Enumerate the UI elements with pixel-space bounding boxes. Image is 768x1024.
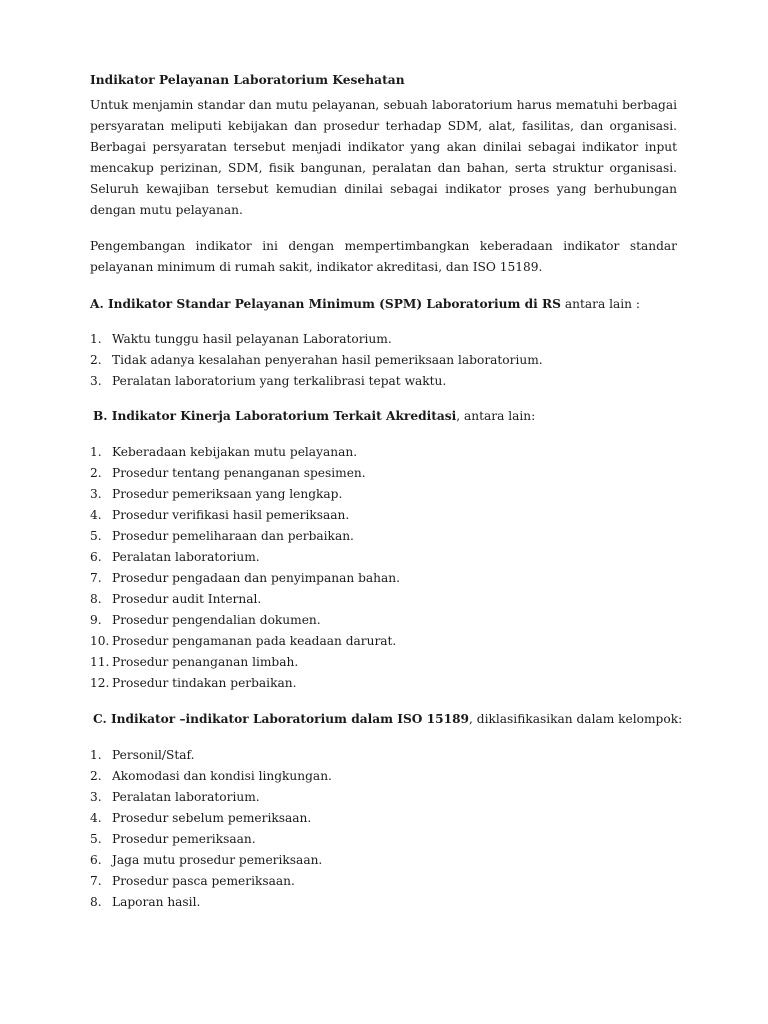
list-item-number: 6. bbox=[90, 853, 102, 867]
list-item-number: 1. bbox=[90, 445, 102, 459]
list-item-text: Prosedur verifikasi hasil pemeriksaan. bbox=[112, 508, 350, 522]
intro-paragraph: Untuk menjamin standar dan mutu pelayanan, sebuah laboratorium harus mematuhi berbagai persyaratan meliputi kebijakan dan prosedur terhadap SDM, alat, fasilitas, dan organisasi. Berbagai persyaratan tersebut menjadi indikator yang akan dinilai sebagai indikator input mencakup perizinan, SDM, fisik bangunan, peralatan dan bahan, serta struktur organisasi. Seluruh kewajiban tersebut kemudian dinilai sebagai indikator proses yang berhubungan dengan mutu pelayanan. bbox=[90, 98, 677, 217]
section-a-heading-rest: antara lain : bbox=[560, 297, 640, 311]
list-item-text: Personil/Staf. bbox=[112, 748, 195, 762]
list-item bbox=[90, 371, 543, 392]
list-item-text: Prosedur audit Internal. bbox=[112, 592, 262, 606]
list-item-number: 7. bbox=[90, 571, 102, 585]
section-a-heading bbox=[90, 296, 690, 312]
list-item bbox=[90, 892, 332, 913]
list-item-number: 8. bbox=[90, 895, 102, 909]
list-item bbox=[90, 526, 400, 547]
list-item-text: Peralatan laboratorium. bbox=[112, 790, 260, 804]
section-a-heading-bold: A. Indikator Standar Pelayanan Minimum (SPM) Laboratorium di RS bbox=[90, 297, 561, 311]
list-item-number: 3. bbox=[90, 487, 102, 501]
section-c-list bbox=[90, 745, 332, 913]
list-item-text: Peralatan laboratorium. bbox=[112, 550, 260, 564]
list-item-text: Prosedur sebelum pemeriksaan. bbox=[112, 811, 312, 825]
list-item-number: 2. bbox=[90, 769, 102, 783]
list-item-text: Prosedur tindakan perbaikan. bbox=[112, 676, 297, 690]
list-item-number: 1. bbox=[90, 332, 102, 346]
list-item-number: 8. bbox=[90, 592, 102, 606]
list-item-text: Waktu tunggu hasil pelayanan Laboratorium. bbox=[112, 332, 392, 346]
list-item-number: 3. bbox=[90, 374, 102, 388]
development-paragraph: Pengembangan indikator ini dengan mempertimbangkan keberadaan indikator standar pelayanan minimum di rumah sakit, indikator akreditasi, dan ISO 15189. bbox=[90, 239, 677, 274]
list-item-text: Prosedur penanganan limbah. bbox=[112, 655, 299, 669]
list-item bbox=[90, 673, 400, 694]
list-item-text: Prosedur pengamanan pada keadaan darurat. bbox=[112, 634, 397, 648]
list-item bbox=[90, 871, 332, 892]
list-item bbox=[90, 766, 332, 787]
list-item bbox=[90, 745, 332, 766]
list-item bbox=[90, 484, 400, 505]
list-item-number: 7. bbox=[90, 874, 102, 888]
list-item-number: 6. bbox=[90, 550, 102, 564]
list-item-number: 2. bbox=[90, 353, 102, 367]
list-item-number: 1. bbox=[90, 748, 102, 762]
list-item-number: 9. bbox=[90, 613, 102, 627]
section-c-heading-bold: C. Indikator –indikator Laboratorium dalam ISO 15189 bbox=[93, 712, 470, 726]
list-item bbox=[90, 463, 400, 484]
list-item bbox=[90, 568, 400, 589]
list-item-number: 4. bbox=[90, 508, 102, 522]
section-b-list bbox=[90, 442, 400, 694]
list-item-text: Laporan hasil. bbox=[112, 895, 201, 909]
list-item-text: Prosedur pengadaan dan penyimpanan bahan. bbox=[112, 571, 400, 585]
list-item bbox=[90, 442, 400, 463]
list-item bbox=[90, 350, 543, 371]
list-item-text: Akomodasi dan kondisi lingkungan. bbox=[112, 769, 332, 783]
document-title: Indikator Pelayanan Laboratorium Kesehatan bbox=[90, 73, 405, 87]
list-item bbox=[90, 631, 400, 652]
list-item bbox=[90, 589, 400, 610]
list-item-text: Jaga mutu prosedur pemeriksaan. bbox=[112, 853, 323, 867]
list-item-number: 5. bbox=[90, 832, 102, 846]
list-item bbox=[90, 808, 332, 829]
list-item bbox=[90, 329, 543, 350]
list-item-text: Prosedur pengendalian dokumen. bbox=[112, 613, 321, 627]
list-item-number: 10. bbox=[90, 634, 110, 648]
list-item bbox=[90, 505, 400, 526]
list-item bbox=[90, 547, 400, 568]
section-c-heading-rest: , diklasifikasikan dalam kelompok: bbox=[469, 712, 683, 726]
section-c-heading bbox=[93, 711, 693, 727]
section-b-heading bbox=[93, 408, 693, 424]
list-item bbox=[90, 610, 400, 631]
list-item-text: Tidak adanya kesalahan penyerahan hasil pemeriksaan laboratorium. bbox=[112, 353, 543, 367]
list-item-number: 4. bbox=[90, 811, 102, 825]
list-item bbox=[90, 787, 332, 808]
list-item-text: Prosedur tentang penanganan spesimen. bbox=[112, 466, 366, 480]
section-b-heading-rest: , antara lain: bbox=[456, 409, 536, 423]
list-item bbox=[90, 652, 400, 673]
section-a-list bbox=[90, 329, 543, 392]
list-item-number: 3. bbox=[90, 790, 102, 804]
list-item bbox=[90, 850, 332, 871]
list-item-text: Keberadaan kebijakan mutu pelayanan. bbox=[112, 445, 358, 459]
list-item-text: Prosedur pemeriksaan. bbox=[112, 832, 256, 846]
list-item-number: 12. bbox=[90, 676, 110, 690]
list-item-text: Prosedur pemeriksaan yang lengkap. bbox=[112, 487, 343, 501]
list-item bbox=[90, 829, 332, 850]
list-item-number: 11. bbox=[90, 655, 110, 669]
section-b-heading-bold: B. Indikator Kinerja Laboratorium Terkait Akreditasi bbox=[93, 409, 457, 423]
list-item-text: Prosedur pemeliharaan dan perbaikan. bbox=[112, 529, 354, 543]
list-item-text: Peralatan laboratorium yang terkalibrasi tepat waktu. bbox=[112, 374, 447, 388]
list-item-number: 2. bbox=[90, 466, 102, 480]
list-item-text: Prosedur pasca pemeriksaan. bbox=[112, 874, 295, 888]
list-item-number: 5. bbox=[90, 529, 102, 543]
